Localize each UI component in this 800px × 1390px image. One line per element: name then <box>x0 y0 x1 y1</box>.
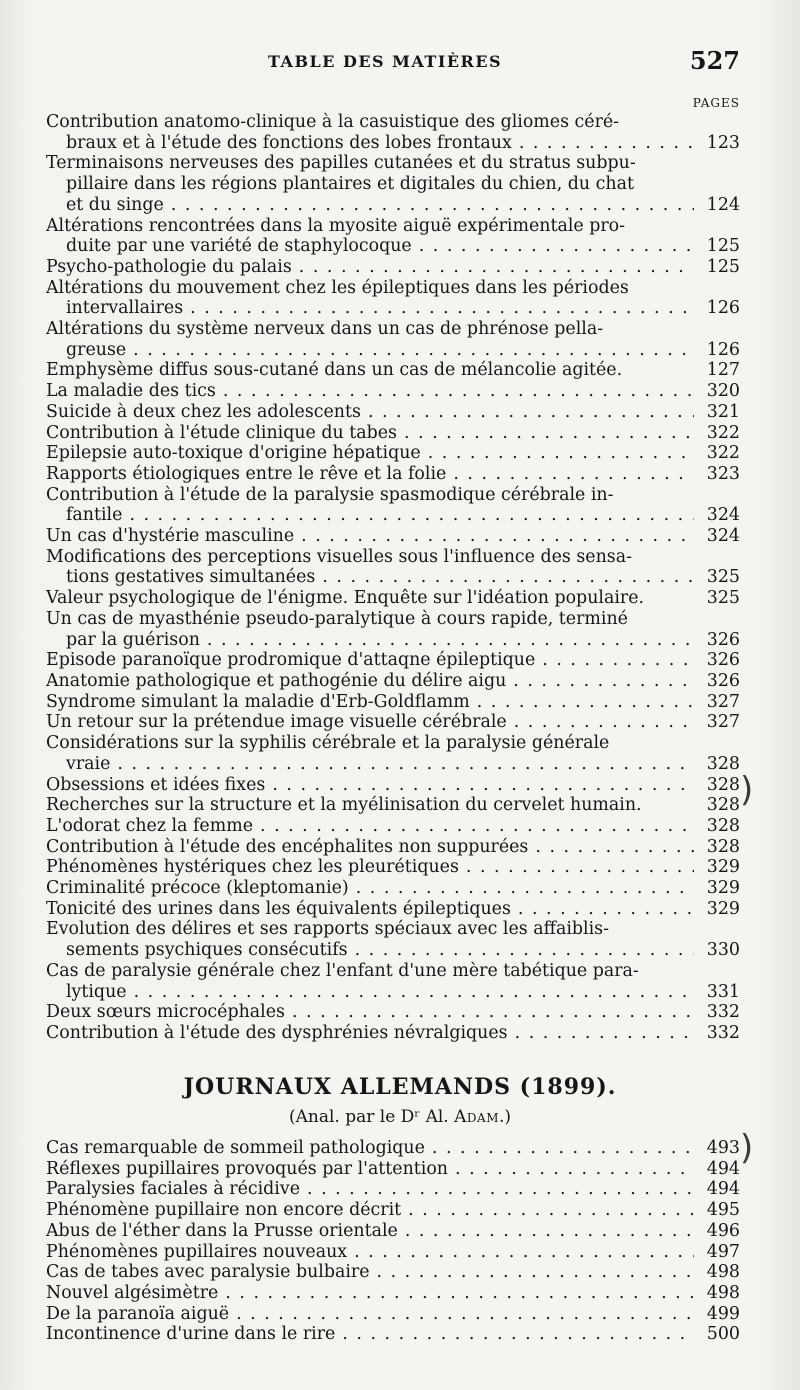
toc-entry-page: 126 <box>706 339 740 360</box>
toc-entry-page: 326 <box>706 670 740 691</box>
toc-entry-line: greuse . . . <box>46 340 694 361</box>
section-subheading <box>0 1107 800 1127</box>
toc-entry-line: Altérations rencontrées dans la myosite aiguë expérimentale pro- <box>46 215 625 236</box>
toc-entry-line: Contribution à l'étude des encéphalites non suppurées . . . <box>46 837 694 858</box>
toc-entry-page: 127 <box>706 360 740 381</box>
toc-entry-title <box>46 360 694 381</box>
toc-entry-title <box>46 319 694 360</box>
toc-entry-line: Cas remarquable de sommeil pathologique . . . <box>46 1138 694 1159</box>
toc-entry-title <box>46 381 694 402</box>
toc-entry-line: Incontinence d'urine dans le rire . . . <box>46 1324 694 1345</box>
toc-entry-page: 497 <box>706 1241 740 1262</box>
toc-entry-title <box>46 857 694 878</box>
toc-entry-title <box>46 278 694 319</box>
toc-entry-page: 125 <box>706 256 740 277</box>
toc-entry-line: Contribution anatomo-clinique à la casuistique des gliomes céré- <box>46 112 620 132</box>
toc-entry-title <box>46 837 694 858</box>
toc-entry-page: 123 <box>706 132 740 153</box>
toc-entry-line: braux et à l'étude des fonctions des lobes frontaux . . . <box>46 133 694 154</box>
toc-entry-line: Cas de paralysie générale chez l'enfant d'une mère tabétique para- <box>46 960 639 981</box>
toc-entry-page: 321 <box>706 401 740 422</box>
toc-entry-title <box>46 1283 694 1304</box>
toc-entry-page: 323 <box>706 463 740 484</box>
toc-entry-page: 326 <box>706 650 740 671</box>
toc-entry <box>46 1159 740 1180</box>
toc-entry-title <box>46 1179 694 1200</box>
toc-entry-line: Cas de tabes avec paralysie bulbaire . . . <box>46 1262 694 1283</box>
toc-entry-page: 328 <box>706 795 740 816</box>
toc-entry-page: 126 <box>706 298 740 319</box>
toc-entry <box>46 1304 740 1325</box>
toc-entry-title <box>46 816 694 837</box>
toc-entry-page: 330 <box>706 940 740 961</box>
toc-entry-page: 322 <box>706 422 740 443</box>
toc-entry-page: 124 <box>706 194 740 215</box>
toc-entry-line: Deux sœurs microcéphales . . . <box>46 1002 694 1023</box>
toc-entry-page: 494 <box>706 1158 740 1179</box>
toc-entry-line: Episode paranoïque prodromique d'attaqne épileptique . . . <box>46 650 694 671</box>
toc-entry <box>46 1283 740 1304</box>
toc-entry-line: Valeur psychologique de l'énigme. Enquête sur l'idéation populaire. <box>46 588 645 609</box>
toc-entry-page: 496 <box>706 1220 740 1241</box>
toc-entry-page: 332 <box>706 1002 740 1023</box>
toc-entry <box>46 112 740 153</box>
toc-entry-title <box>46 1221 694 1242</box>
toc-entry-page: 326 <box>706 629 740 650</box>
toc-entry <box>46 671 740 692</box>
toc-entry-page: 332 <box>706 1022 740 1043</box>
toc-entry-line: Tonicité des urines dans les équivalents épileptiques . . . <box>46 899 694 920</box>
toc-entry <box>46 257 740 278</box>
toc-entry <box>46 692 740 713</box>
toc-entry-line: Modifications des perceptions visuelles sous l'influence des sensa- <box>46 546 632 567</box>
toc-entry-title <box>46 671 694 692</box>
toc-entry-page: 329 <box>706 898 740 919</box>
toc-entry <box>46 650 740 671</box>
toc-entry-line: tions gestatives simultanées . . . <box>46 567 694 588</box>
toc-entry-line: Terminaisons nerveuses des papilles cutanées et du stratus subpu- <box>46 153 636 174</box>
toc-entry <box>46 878 740 899</box>
margin-bracket-mark: ) <box>740 770 754 810</box>
toc-entry-line: fantile . . . <box>46 505 694 526</box>
toc-entry-title <box>46 609 694 650</box>
toc-entry <box>46 547 740 588</box>
toc-entry <box>46 1138 740 1159</box>
toc-entry-line: et du singe . . . <box>46 195 694 216</box>
toc-entry-line: Phénomène pupillaire non encore décrit . . . <box>46 1200 694 1221</box>
toc-entry-title <box>46 878 694 899</box>
toc-entry-page: 499 <box>706 1303 740 1324</box>
toc-entry-page: 498 <box>706 1282 740 1303</box>
toc-entry <box>46 360 740 381</box>
toc-entry-title <box>46 1159 694 1180</box>
toc-entry-title <box>46 650 694 671</box>
toc-entry-line: Rapports étiologiques entre le rêve et la folie . . . <box>46 464 694 485</box>
toc-entry-page: 494 <box>706 1179 740 1200</box>
pages-column-label: PAGES <box>692 96 740 110</box>
toc-entry-line: Obsessions et idées fixes . . . <box>46 775 694 796</box>
toc-entry <box>46 1179 740 1200</box>
toc-entry-line: Recherches sur la structure et la myélinisation du cervelet humain. <box>46 795 642 816</box>
toc-entry-line: par la guérison . . . <box>46 630 694 651</box>
toc-entry-line: L'odorat chez la femme . . . <box>46 816 694 837</box>
toc-entry-title <box>46 588 694 609</box>
toc-entry-page: 324 <box>706 505 740 526</box>
toc-entry <box>46 443 740 464</box>
toc-entry <box>46 899 740 920</box>
toc-entry-title <box>46 526 694 547</box>
toc-entry-page: 327 <box>706 712 740 733</box>
toc-entry-title <box>46 423 694 444</box>
toc-entry-line: duite par une variété de staphylocoque . . . <box>46 236 694 257</box>
toc-entry <box>46 1221 740 1242</box>
toc-entry-title <box>46 1138 694 1159</box>
toc-entry <box>46 526 740 547</box>
toc-entry-title <box>46 1023 694 1044</box>
toc-entry-title <box>46 1242 694 1263</box>
toc-entry-title <box>46 485 694 526</box>
toc-entry-line: Contribution à l'étude de la paralysie spasmodique cérébrale in- <box>46 484 614 505</box>
toc-entry-line: Considérations sur la syphilis cérébrale et la paralysie générale <box>46 733 610 754</box>
margin-bracket-mark: ) <box>740 1128 754 1168</box>
toc-entry-line: Paralysies faciales à récidive . . . <box>46 1179 694 1200</box>
toc-entry-line: vraie . . . <box>46 754 694 775</box>
toc-entry-line: Phénomènes hystériques chez les pleurétiques . . . <box>46 857 694 878</box>
toc-entry-title <box>46 1200 694 1221</box>
toc-entry-line: Contribution à l'étude des dysphrénies névralgiques . . . <box>46 1023 694 1044</box>
toc-entry-page: 328 <box>706 774 740 795</box>
toc-entry-page: 498 <box>706 1262 740 1283</box>
page-number: 527 <box>689 46 740 75</box>
toc-entry-line: Phénomènes pupillaires nouveaux . . . <box>46 1242 694 1263</box>
toc-entry <box>46 278 740 319</box>
toc-entry-title <box>46 1324 694 1345</box>
toc-entry-page: 325 <box>706 567 740 588</box>
toc-entry <box>46 816 740 837</box>
toc-entry-line: sements psychiques consécutifs . . . <box>46 940 694 961</box>
toc-entry-title <box>46 153 694 215</box>
toc-entry <box>46 319 740 360</box>
toc-entry-title <box>46 899 694 920</box>
toc-entry <box>46 961 740 1002</box>
toc-entry-page: 329 <box>706 857 740 878</box>
toc-entry <box>46 485 740 526</box>
toc-entry-line: Altérations du système nerveux dans un cas de phrénose pella- <box>46 319 604 340</box>
toc-entry-title <box>46 1304 694 1325</box>
toc-entries-italian <box>46 112 740 1044</box>
toc-entry <box>46 1242 740 1263</box>
subheading-prefix: (Anal. par le Dʳ Al. <box>288 1107 455 1127</box>
toc-entry-line: Nouvel algésimètre . . . <box>46 1283 694 1304</box>
toc-entry-line: Un retour sur la prétendue image visuelle cérébrale . . . <box>46 712 694 733</box>
toc-entry-page: 500 <box>706 1324 740 1345</box>
toc-entry-title <box>46 443 694 464</box>
toc-entry-page: 320 <box>706 381 740 402</box>
toc-entry-page: 325 <box>706 588 740 609</box>
toc-entry-line: Contribution à l'étude clinique du tabes . . . <box>46 423 694 444</box>
reviewer-name: Adam <box>454 1107 499 1127</box>
toc-entry-title <box>46 257 694 278</box>
toc-entry <box>46 402 740 423</box>
toc-entry <box>46 775 740 796</box>
toc-entry-title <box>46 919 694 960</box>
toc-entry-line: Un cas d'hystérie masculine . . . <box>46 526 694 547</box>
toc-entry-title <box>46 775 694 796</box>
toc-entries-german <box>46 1138 740 1345</box>
toc-entry-line: Psycho-pathologie du palais . . . <box>46 257 694 278</box>
toc-entry-line: Syndrome simulant la maladie d'Erb-Goldflamm . . . <box>46 692 694 713</box>
toc-entry <box>46 588 740 609</box>
toc-entry-title <box>46 464 694 485</box>
toc-entry-page: 125 <box>706 236 740 257</box>
toc-entry <box>46 712 740 733</box>
toc-entry-title <box>46 402 694 423</box>
toc-entry-line: Epilepsie auto-toxique d'origine hépatique . . . <box>46 443 694 464</box>
toc-entry <box>46 381 740 402</box>
toc-entry-line: La maladie des tics . . . <box>46 381 694 402</box>
toc-entry-title <box>46 1002 694 1023</box>
subheading-suffix: .) <box>498 1107 512 1127</box>
toc-entry-line: Un cas de myasthénie pseudo-paralytique à cours rapide, terminé <box>46 608 628 629</box>
toc-entry <box>46 1262 740 1283</box>
toc-entry-page: 328 <box>706 753 740 774</box>
toc-entry <box>46 857 740 878</box>
toc-entry <box>46 609 740 650</box>
toc-entry-page: 329 <box>706 878 740 899</box>
toc-entry <box>46 1324 740 1345</box>
toc-entry-title <box>46 112 694 153</box>
running-head-title: TABLE DES MATIÈRES <box>268 52 503 71</box>
toc-entry <box>46 1002 740 1023</box>
toc-entry-line: Altérations du mouvement chez les épileptiques dans les périodes <box>46 277 629 298</box>
toc-entry-line: Evolution des délires et ses rapports spéciaux avec les affaiblis- <box>46 919 609 940</box>
section-heading: JOURNAUX ALLEMANDS (1899). <box>183 1074 617 1100</box>
toc-entry-title <box>46 216 694 257</box>
toc-entry-page: 493 <box>706 1138 740 1158</box>
toc-entry-title <box>46 795 694 816</box>
toc-entry-line: Suicide à deux chez les adolescents . . . <box>46 402 694 423</box>
toc-entry <box>46 464 740 485</box>
toc-entry-page: 328 <box>706 815 740 836</box>
toc-entry <box>46 837 740 858</box>
toc-entry-page: 327 <box>706 691 740 712</box>
toc-entry-title <box>46 547 694 588</box>
toc-entry-page: 495 <box>706 1200 740 1221</box>
toc-entry-title <box>46 961 694 1002</box>
running-head <box>0 46 800 76</box>
toc-entry-title <box>46 692 694 713</box>
toc-entry-title <box>46 733 694 774</box>
toc-entry <box>46 216 740 257</box>
toc-entry <box>46 795 740 816</box>
toc-entry <box>46 733 740 774</box>
toc-entry-page: 324 <box>706 526 740 547</box>
toc-entry-page: 322 <box>706 443 740 464</box>
toc-entry-line: lytique . . . <box>46 982 694 1003</box>
toc-entry-page: 331 <box>706 981 740 1002</box>
toc-entry <box>46 1023 740 1044</box>
toc-entry-line: Réflexes pupillaires provoqués par l'attention . . . <box>46 1159 694 1180</box>
toc-entry <box>46 1200 740 1221</box>
toc-entry <box>46 153 740 215</box>
toc-entry-page: 328 <box>706 836 740 857</box>
toc-entry-line: Emphysème diffus sous-cutané dans un cas de mélancolie agitée. <box>46 360 623 381</box>
toc-entry <box>46 423 740 444</box>
toc-entry-title <box>46 712 694 733</box>
toc-entry-line: Criminalité précoce (kleptomanie) . . . <box>46 878 694 899</box>
toc-entry-line: intervallaires . . . <box>46 298 694 319</box>
toc-entry-line: pillaire dans les régions plantaires et digitales du chien, du chat <box>66 174 634 195</box>
toc-entry-line: Anatomie pathologique et pathogénie du délire aigu . . . <box>46 671 694 692</box>
toc-entry <box>46 919 740 960</box>
toc-entry-line: De la paranoïa aiguë . . . <box>46 1304 694 1325</box>
toc-entry-title <box>46 1262 694 1283</box>
toc-entry-line: Abus de l'éther dans la Prusse orientale . . . <box>46 1221 694 1242</box>
